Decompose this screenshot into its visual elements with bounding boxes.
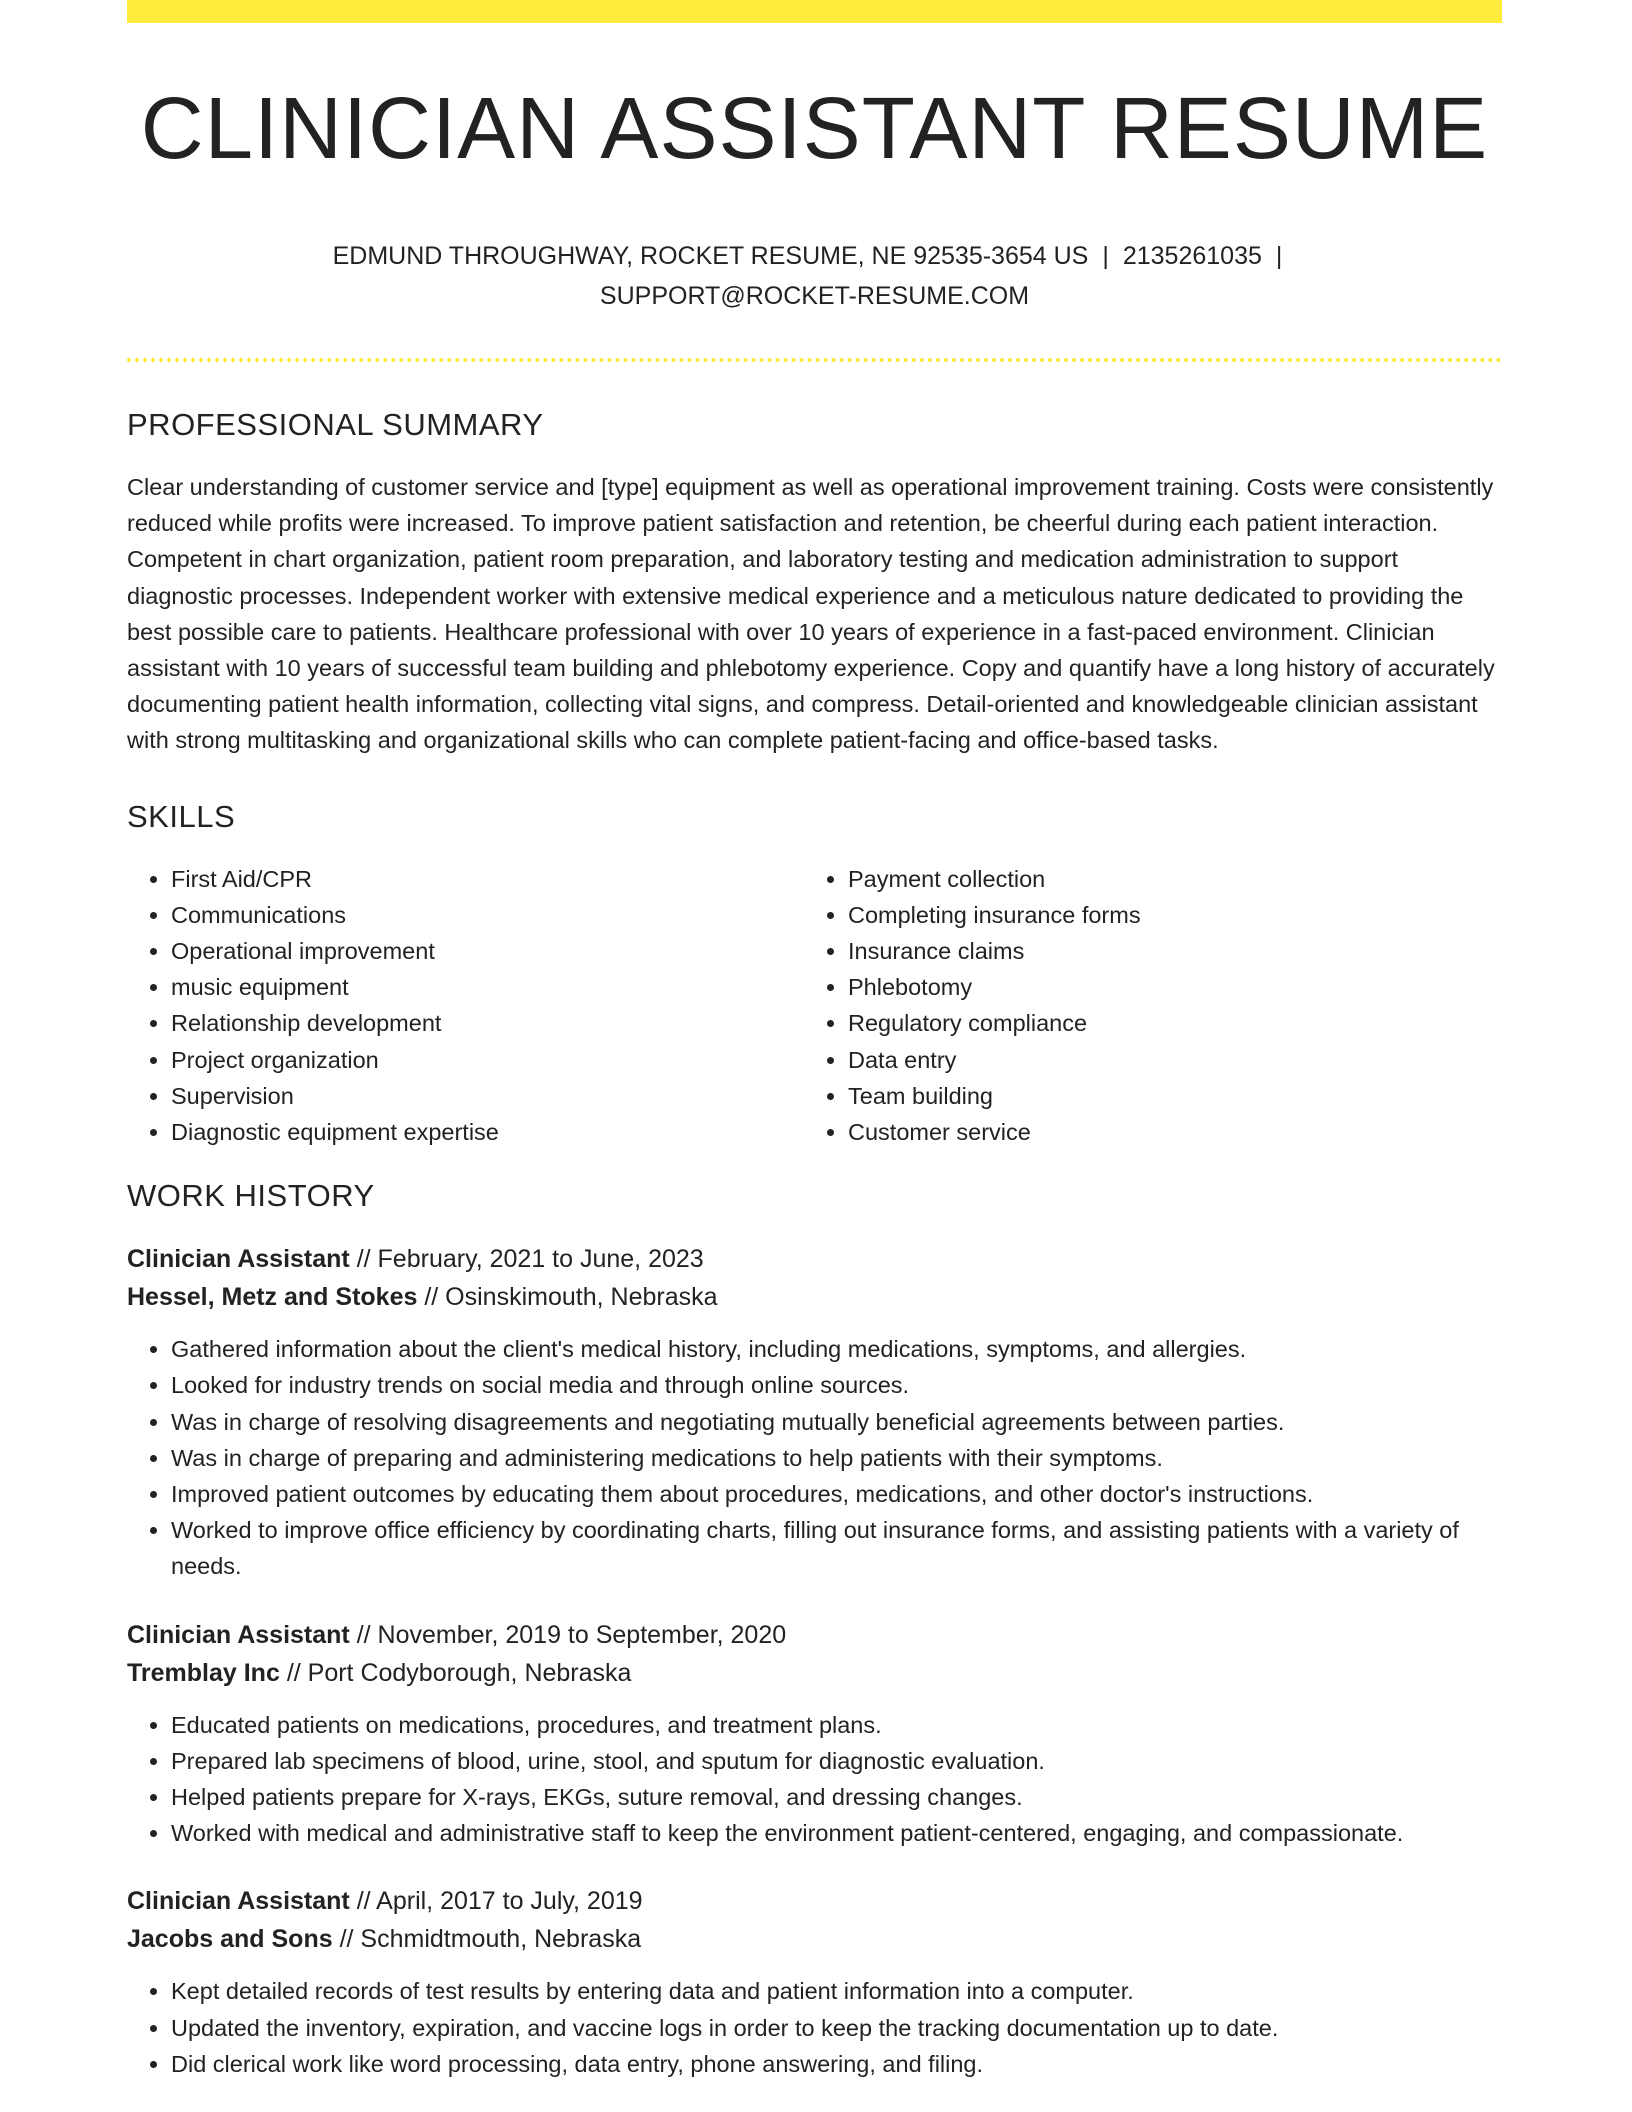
job-location: // Schmidtmouth, Nebraska <box>339 1925 642 1954</box>
job-bullet: • Gathered information about the client's medical history, including medications, symptoms, and allergies. <box>171 1331 1502 1367</box>
job-bullet-list <box>127 1707 1502 1852</box>
dotted-divider <box>127 358 1502 362</box>
resume-page <box>127 0 1502 2082</box>
skill-item: • Relationship development <box>171 1005 804 1041</box>
job-dates: // February, 2021 to June, 2023 <box>356 1245 704 1274</box>
contact-address: EDMUND THROUGHWAY, ROCKET RESUME, NE 92535-3654 US <box>332 242 1089 270</box>
job-dates: // April, 2017 to July, 2019 <box>356 1887 643 1916</box>
skill-item: • Diagnostic equipment expertise <box>171 1114 804 1150</box>
skills-heading: SKILLS <box>127 798 236 834</box>
job-bullet: • Worked with medical and administrative staff to keep the environment patient-centered, engaging, and compassionate. <box>171 1815 1502 1851</box>
job-location: // Osinskimouth, Nebraska <box>424 1283 718 1312</box>
job-bullet: • Prepared lab specimens of blood, urine, stool, and sputum for diagnostic evaluation. <box>171 1743 1502 1779</box>
job-bullet: • Educated patients on medications, procedures, and treatment plans. <box>171 1707 1502 1743</box>
contact-separator: | <box>1102 242 1109 270</box>
skill-item: • Insurance claims <box>848 933 1481 969</box>
contact-email: SUPPORT@ROCKET-RESUME.COM <box>599 282 1030 310</box>
job-entry <box>127 1240 1502 1584</box>
work-history-heading: WORK HISTORY <box>127 1178 375 1214</box>
skill-item: • Project organization <box>171 1042 804 1078</box>
job-title-line <box>127 1882 1502 1920</box>
skill-item: • Data entry <box>848 1042 1481 1078</box>
skills-column-left <box>127 861 804 1151</box>
job-title-line <box>127 1616 1502 1654</box>
job-dates: // November, 2019 to September, 2020 <box>356 1620 787 1649</box>
skill-item: • Phlebotomy <box>848 969 1481 1005</box>
skill-item: • Communications <box>171 897 804 933</box>
job-bullet: • Improved patient outcomes by educating them about procedures, medications, and other doctor's instructions. <box>171 1476 1502 1512</box>
job-bullet-list <box>127 1331 1502 1584</box>
job-bullet: • Was in charge of resolving disagreements and negotiating mutually beneficial agreements between parties. <box>171 1404 1502 1440</box>
job-bullet: • Helped patients prepare for X-rays, EKGs, suture removal, and dressing changes. <box>171 1779 1502 1815</box>
job-bullet: • Updated the inventory, expiration, and vaccine logs in order to keep the tracking documentation up to date. <box>171 2010 1502 2046</box>
skill-item: • Supervision <box>171 1078 804 1114</box>
resume-title: CLINICIAN ASSISTANT RESUME <box>140 80 1489 177</box>
job-title: Clinician Assistant <box>127 1620 350 1649</box>
skill-item: • Regulatory compliance <box>848 1005 1481 1041</box>
skills-column-right <box>804 861 1481 1151</box>
job-company: Hessel, Metz and Stokes <box>127 1283 418 1312</box>
job-company-line <box>127 1920 1502 1958</box>
contact-info <box>127 236 1502 316</box>
contact-phone: 2135261035 <box>1122 242 1262 270</box>
job-location: // Port Codyborough, Nebraska <box>286 1658 632 1687</box>
job-bullet: • Was in charge of preparing and administering medications to help patients with their symptoms. <box>171 1440 1502 1476</box>
skill-item: • Team building <box>848 1078 1481 1114</box>
job-bullet: • Kept detailed records of test results by entering data and patient information into a computer. <box>171 1973 1502 2009</box>
job-entry <box>127 1882 1502 2082</box>
skill-item: • Operational improvement <box>171 933 804 969</box>
job-bullet: • Worked to improve office efficiency by coordinating charts, filling out insurance forms, and assisting patients with a variety of needs. <box>171 1512 1502 1584</box>
job-title: Clinician Assistant <box>127 1245 350 1274</box>
job-company-line <box>127 1278 1502 1316</box>
job-company: Tremblay Inc <box>127 1658 280 1687</box>
summary-text: Clear understanding of customer service and [type] equipment as well as operational improvement training. Costs were consistently reduced while profits were increased. To improve patient satisfaction and retention, be cheerful during each patient interaction. Competent in chart organization, patient room preparation, and laboratory testing and medication administration to support diagnostic processes. Independent worker with extensive medical experience and a meticulous nature dedicated to providing the best possible care to patients. Healthcare professional with over 10 years of experience in a fast-paced environment. Clinician assistant with 10 years of successful team building and phlebotomy experience. Copy and quantify have a long history of accurately documenting patient health information, collecting vital signs, and compress. Detail-oriented and knowledgeable clinician assistant with strong multitasking and organizational skills who can complete patient-facing and office-based tasks. <box>127 474 1495 754</box>
skill-item: • Payment collection <box>848 861 1481 897</box>
skill-item: • Completing insurance forms <box>848 897 1481 933</box>
job-bullet-list <box>127 1973 1502 2082</box>
top-accent-bar <box>127 0 1502 23</box>
job-title-line <box>127 1240 1502 1278</box>
skill-item: • Customer service <box>848 1114 1481 1150</box>
skills-list <box>127 861 1502 1151</box>
summary-heading: PROFESSIONAL SUMMARY <box>127 407 544 442</box>
job-entry <box>127 1616 1502 1852</box>
job-company: Jacobs and Sons <box>127 1925 333 1954</box>
job-bullet: • Looked for industry trends on social media and through online sources. <box>171 1367 1502 1403</box>
contact-separator: | <box>1275 242 1283 270</box>
skill-item: • music equipment <box>171 969 804 1005</box>
job-company-line <box>127 1654 1502 1692</box>
job-title: Clinician Assistant <box>127 1887 350 1916</box>
skill-item: • First Aid/CPR <box>171 861 804 897</box>
job-bullet: • Did clerical work like word processing, data entry, phone answering, and filing. <box>171 2046 1502 2082</box>
